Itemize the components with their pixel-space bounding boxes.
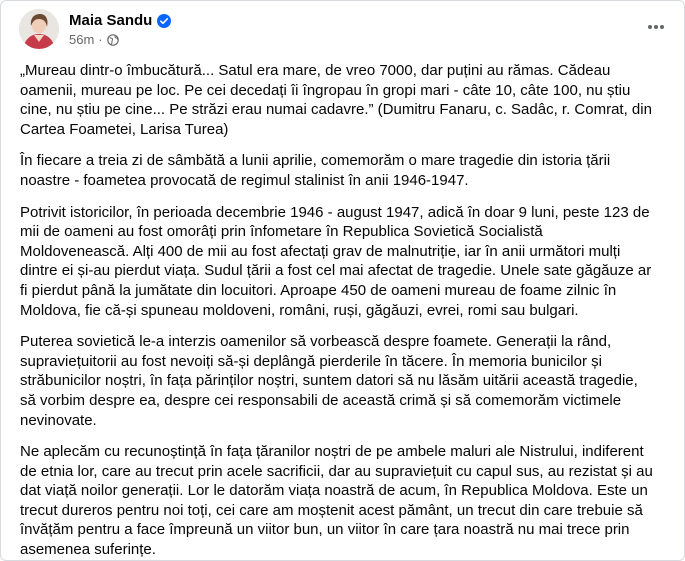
post-author[interactable] bbox=[69, 12, 171, 29]
post-paragraph-gratitude: Ne aplecăm cu recunoștință în fața țăranilor noștri de pe ambele maluri ale Nistrului, indiferent de etnia lor, care au trecut prin acele sacrificii, dar au supraviețuit cu capul sus, au rezistat și au dat viață noilor generații. Lor le datorăm viața noastră de acum, în Republica Moldova. Este un trecut dureros pentru noi toți, cei care am moștenit acest pământ, un trecut din care trebuie să învățăm pentru a face împreună un viitor bun, un viitor în care țara noastră nu mai trece prin asemenea suferințe. bbox=[20, 443, 653, 559]
post-paragraph-commemoration: În fiecare a treia zi de sâmbătă a lunii aprilie, comemorăm o mare tragedie din istoria țării noastre - foametea provocată de regimul stalinist în anii 1946-1947. bbox=[20, 152, 611, 189]
globe-icon[interactable] bbox=[107, 34, 119, 46]
post-paragraph-quote: „Mureau dintr-o îmbucătură... Satul era mare, de vreo 7000, dar puțini au rămas. Cădeau oamenii, mureau pe loc. Pe cei decedați îi îngropau în gropi mari - câte 10, câte 100, nu știu cine, nu știu pe cine... Pe străzi erau numai cadavre.” (Dumitru Fanaru, c. Sadâc, r. Comrat, din Cartea Foametei, Larisa Turea) bbox=[20, 62, 652, 138]
post-meta bbox=[69, 32, 119, 47]
post-header bbox=[19, 9, 666, 49]
post-text bbox=[20, 61, 656, 561]
post-paragraph-soviet-ban: Puterea sovietică le-a interzis oamenilor să vorbească despre foamete. Generații la rând, supraviețuitorii au fost nevoiți să-și deplângă pierderile în tăcere. În memoria bunicilor și străbunicilor noștri, în fața părinților noștri, suntem datori să nu lăsăm uitării această tragedie, să vorbim despre ea, despre cei responsabili de această crimă și să comemorăm victimele nevinovate. bbox=[20, 333, 638, 429]
post-timestamp[interactable]: 56m bbox=[69, 32, 95, 47]
avatar[interactable] bbox=[19, 9, 59, 49]
author-name[interactable]: Maia Sandu bbox=[69, 12, 153, 29]
more-options-icon bbox=[646, 17, 666, 37]
meta-separator: · bbox=[98, 32, 103, 47]
avatar-image bbox=[19, 9, 59, 49]
more-options-button[interactable] bbox=[638, 9, 674, 45]
post-paragraph-historians: Potrivit istoricilor, în perioada decembrie 1946 - august 1947, adică în doar 9 luni, peste 123 de mii de oameni au fost omorâți prin înfometare în Republica Sovietică Socialistă Moldovenească. Alți 400 de mii au fost afectați grav de malnutriție, iar în anii următori mulți dintre ei și-au pierdut viața. Sudul țării a fost cel mai afectat de tragedie. Unele sate găgăuze ar fi pierdut până la jumătate din locuitori. Aproape 450 de oameni mureau de foame zilnic în Moldova, fie că-și spuneau moldoveni, români, ruși, găgăuzi, evrei, romi sau bulgari. bbox=[20, 203, 652, 319]
verified-badge-icon bbox=[157, 14, 171, 28]
